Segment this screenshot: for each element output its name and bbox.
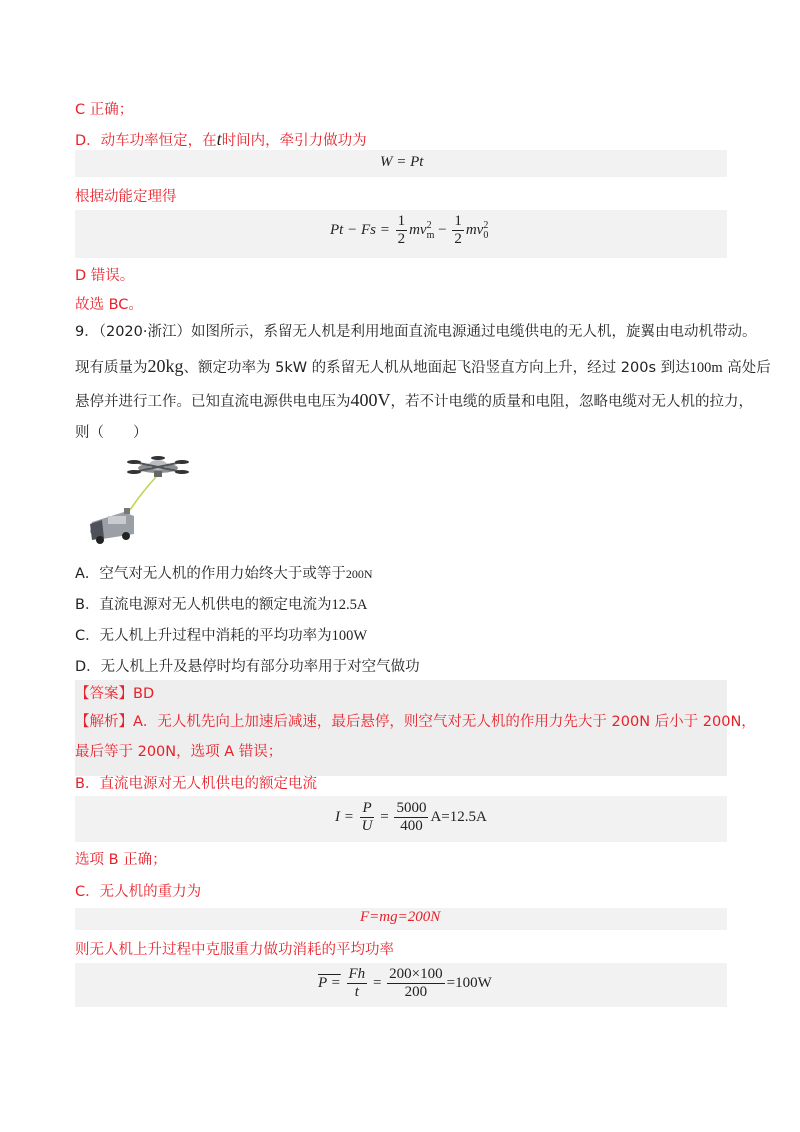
option-d[interactable]: D．无人机上升及悬停时均有部分功率用于对空气做功 [75, 659, 420, 675]
equation-energy: Pt − Fs = $\frac{1}{2}$ mv 2 m − $\frac{1}{2}$ mv 2 0 [330, 213, 489, 247]
option-b-value: 12.5A [331, 597, 368, 613]
mass-value: 20kg [147, 356, 184, 376]
truck-icon [90, 508, 134, 544]
energy-lhs: Pt − Fs = [330, 221, 390, 238]
question-line-3: 悬停并进行工作。已知直流电源供电电压为400V，若不计电缆的质量和电阻，忽略电缆对无人机的拉力， [75, 390, 753, 410]
d-wrong-line: D 错误。 [75, 268, 135, 284]
equation-work: W = Pt [380, 154, 424, 170]
equation-gravity: F=mg=200N [360, 909, 441, 925]
c-correct-line: C 正确； [75, 102, 134, 118]
power-line: 则无人机上升过程中克服重力做功消耗的平均功率 [75, 942, 394, 958]
by-theorem-line: 根据动能定理得 [75, 189, 177, 205]
analysis-line-1: 【解析】A．无人机先向上加速后减速，最后悬停，则空气对无人机的作用力先大于 200N 后小于 200N， [75, 714, 756, 730]
energy-minus: − [438, 221, 447, 238]
answer-line: 【答案】BD [75, 686, 155, 702]
d-prefix: D．动车功率恒定，在 [75, 133, 217, 149]
analysis-line-2: 最后等于 200N，选项 A 错误； [75, 744, 283, 760]
energy-half-2: $\frac{1}{2}$ [454, 213, 462, 247]
tethered-drone-figure [84, 452, 196, 544]
energy-half-1: $\frac{1}{2}$ [397, 213, 406, 247]
b-correct-line: 选项 B 正确； [75, 852, 167, 868]
drone-icon [127, 456, 189, 477]
option-b[interactable]: B．直流电源对无人机供电的额定电流为12.5A [75, 597, 368, 613]
equation-current: I = $\frac{P}{U}$ = $\frac{5000}{400}$ A=12.5A [335, 800, 487, 834]
d-statement [75, 129, 367, 151]
d-suffix: 时间内，牵引力做功为 [221, 133, 367, 149]
option-c-value: 100W [331, 628, 368, 644]
question-line-1: 9．（2020·浙江）如图所示，系留无人机是利用地面直流电源通过电缆供电的无人机，旋翼由电动机带动。 [75, 324, 757, 340]
height-value: 100m [689, 360, 723, 376]
cable-icon [130, 477, 156, 510]
energy-term-1: mv [409, 221, 427, 238]
b-analysis-line: B．直流电源对无人机供电的额定电流 [75, 776, 317, 792]
question-line-4: 则（ ） [75, 425, 148, 441]
c-analysis-line: C．无人机的重力为 [75, 884, 202, 900]
equation-power: P = $\frac{Fh}{t}$ = $\frac{200\times 100}{200}$ =100W [318, 966, 492, 1000]
option-c[interactable]: C．无人机上升过程中消耗的平均功率为100W [75, 628, 368, 644]
voltage-value: 400V [350, 390, 391, 410]
question-line-2: 现有质量为20kg、额定功率为 5kW 的系留无人机从地面起飞沿竖直方向上升，经过 200s 到达100m 高处后 [75, 356, 771, 376]
option-a-value: 200N [345, 567, 373, 581]
option-a[interactable]: A．空气对无人机的作用力始终大于或等于$^{200N}$ [75, 566, 373, 582]
energy-term-2: mv [465, 221, 484, 238]
choose-line: 故选 BC。 [75, 297, 143, 313]
d-t-symbol: t [216, 129, 222, 149]
